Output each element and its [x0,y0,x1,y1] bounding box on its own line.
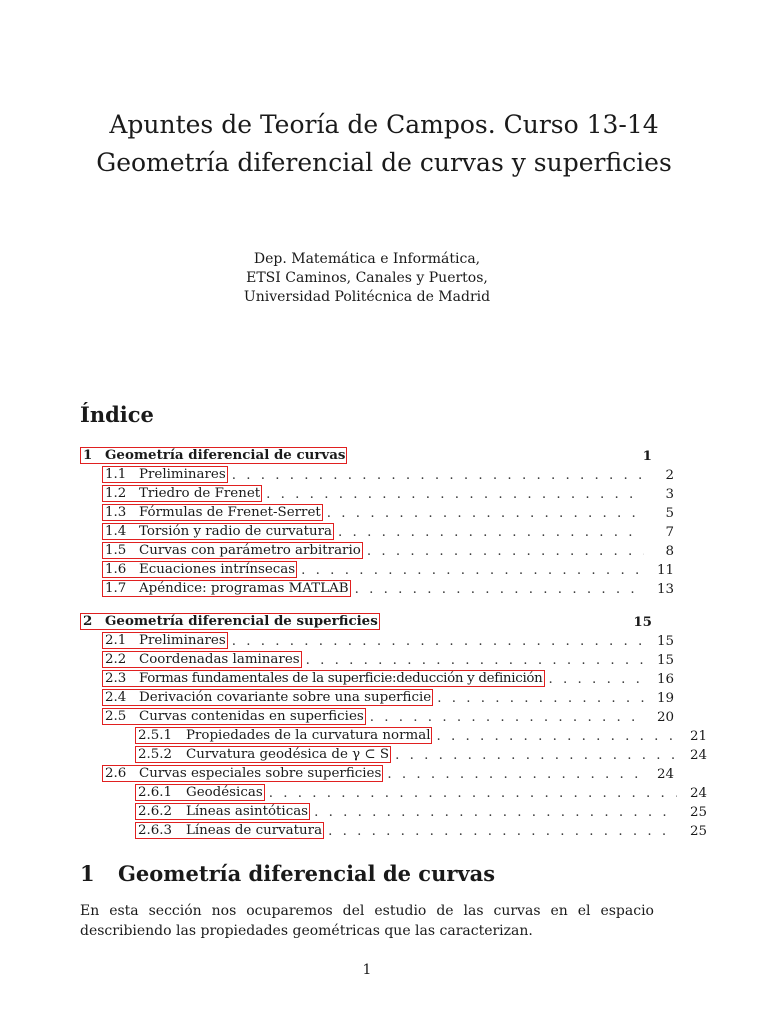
toc-label: Geometría diferencial de superficies [105,613,378,629]
toc-link[interactable]: 2.4 Derivación covariante sobre una superficie [102,689,433,706]
toc-label: Fórmulas de Frenet-Serret [139,505,321,520]
document-title-line-1: Apuntes de Teoría de Campos. Curso 13-14 [109,110,659,139]
toc-entry-2-6-2[interactable] [80,802,707,820]
toc-label: Líneas de curvatura [186,823,323,838]
toc-label: Curvas contenidas en superficies [139,709,364,724]
toc-entry-2-6-1[interactable] [80,783,707,801]
section-heading [80,861,495,886]
toc-page: 8 [665,544,674,559]
toc-page: 19 [656,691,674,706]
toc-page: 1 [642,448,652,464]
toc-page: 16 [656,672,674,687]
toc-label: Triedro de Frenet [139,486,261,501]
toc-entry-2-5-1[interactable] [80,726,707,744]
toc-label: Curvatura geodésica de γ ⊂ S [186,747,390,762]
toc-label: Curvas con parámetro arbitrario [139,543,361,558]
toc-link[interactable]: 1.1 Preliminares [102,466,228,483]
toc-label: Preliminares [139,633,226,648]
toc-page: 11 [656,563,674,578]
toc-label: Propiedades de la curvatura normal [186,728,431,743]
author-line-1: Dep. Matemática e Informática, [253,251,481,267]
toc-entry-2-6[interactable] [80,764,674,782]
toc-link[interactable]: 2.6 Curvas especiales sobre superficies [102,765,383,782]
toc-label: Ecuaciones intrínsecas [139,562,296,577]
toc-entry-1-7[interactable] [80,579,674,597]
section-number: 1 [80,861,95,886]
toc-page: 25 [689,805,707,820]
toc-page: 24 [689,786,707,801]
toc-page: 20 [656,710,674,725]
toc-link[interactable]: 2.3 Formas fundamentales de la superficie:deducción y definición [102,670,545,687]
toc-label: Líneas asintóticas [186,804,309,819]
toc-link[interactable]: 1.2 Triedro de Frenet [102,485,262,502]
toc-link[interactable]: 2.1 Preliminares [102,632,228,649]
section-paragraph: En esta sección nos ocuparemos del estudio de las curvas en el espacio describiendo las propiedades geométricas que las caracterizan. [80,903,654,939]
toc-page: 24 [689,748,707,763]
toc-page: 2 [665,468,674,483]
toc-link[interactable]: 1.4 Torsión y radio de curvatura [102,523,334,540]
toc-link[interactable]: 2.5.2 Curvatura geodésica de γ ⊂ S [135,746,391,763]
toc-page: 13 [656,582,674,597]
toc-page: 7 [665,525,674,540]
toc-label: Torsión y radio de curvatura [139,524,333,539]
toc-entry-2-3[interactable] [80,669,674,687]
toc-entry-1-2[interactable] [80,484,674,502]
toc-entry-1-1[interactable] [80,465,674,483]
document-title-line-2: Geometría diferencial de curvas y superficies [96,148,672,177]
toc-link[interactable]: 2.6.1 Geodésicas [135,784,265,801]
author-line-3: Universidad Politécnica de Madrid [243,289,491,305]
toc-entry-2-5[interactable] [80,707,674,725]
toc-page: 24 [656,767,674,782]
toc-page: 15 [633,614,652,630]
toc-entry-2-1[interactable] [80,631,674,649]
toc-link[interactable]: 1.5 Curvas con parámetro arbitrario [102,542,363,559]
toc-label: Coordenadas laminares [139,652,300,667]
toc-entry-1-3[interactable] [80,503,674,521]
author-line-2: ETSI Caminos, Canales y Puertos, [246,270,488,286]
toc-link[interactable]: 1 Geometría diferencial de curvas [80,447,347,464]
toc-entry-2-4[interactable] [80,688,674,706]
toc-page: 15 [656,634,674,649]
toc-heading: Índice [80,402,154,427]
toc-entry-1-4[interactable] [80,522,674,540]
toc-entry-2[interactable] [80,612,652,630]
toc-link[interactable]: 1.7 Apéndice: programas MATLAB [102,580,351,597]
toc-entry-1[interactable] [80,446,652,464]
toc-entry-2-5-2[interactable] [80,745,707,763]
toc-label: Apéndice: programas MATLAB [139,581,349,596]
toc-page: 3 [665,487,674,502]
section-title: Geometría diferencial de curvas [118,861,496,886]
page-number: 1 [362,962,372,978]
toc-entry-2-6-3[interactable] [80,821,707,839]
toc-link[interactable]: 2 Geometría diferencial de superficies [80,613,380,630]
toc-link[interactable]: 1.3 Fórmulas de Frenet-Serret [102,504,323,521]
toc-label: Curvas especiales sobre superficies [139,766,382,781]
toc-label: Formas fundamentales de la superficie:deducción y definición [139,671,543,686]
toc-link[interactable]: 2.5 Curvas contenidas en superficies [102,708,366,725]
toc-entry-1-6[interactable] [80,560,674,578]
toc-entry-1-5[interactable] [80,541,674,559]
toc-label: Derivación covariante sobre una superficie [139,690,432,705]
toc-link[interactable]: 2.6.3 Líneas de curvatura [135,822,324,839]
toc-page: 25 [689,824,707,839]
toc-link[interactable]: 2.6.2 Líneas asintóticas [135,803,310,820]
toc-label: Geometría diferencial de curvas [105,447,346,463]
toc-page: 15 [656,653,674,668]
toc-page: 21 [689,729,707,744]
toc-entry-2-2[interactable] [80,650,674,668]
toc-link[interactable]: 2.2 Coordenadas laminares [102,651,302,668]
toc-link[interactable]: 1.6 Ecuaciones intrínsecas [102,561,297,578]
toc-label: Preliminares [139,467,226,482]
toc-link[interactable]: 2.5.1 Propiedades de la curvatura normal [135,727,432,744]
toc-label: Geodésicas [186,785,263,800]
toc-page: 5 [665,506,674,521]
